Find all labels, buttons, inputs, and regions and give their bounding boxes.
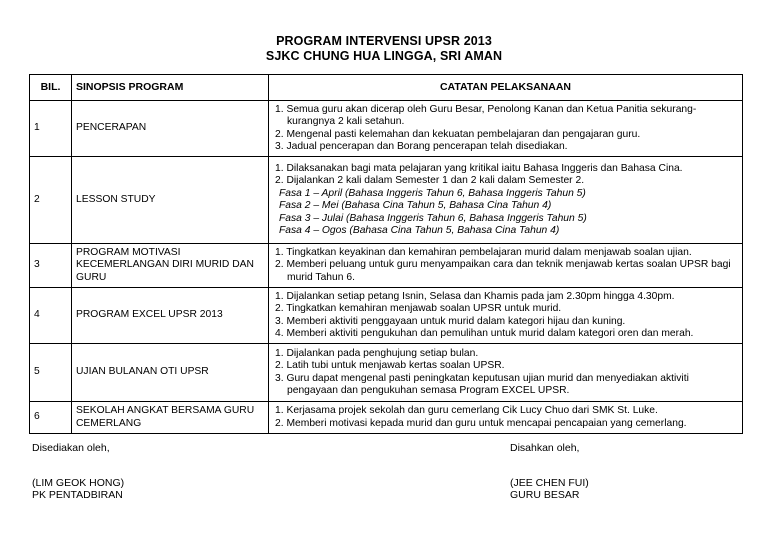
- phase-line: Fasa 2 – Mei (Bahasa Cina Tahun 5, Bahasa Cina Tahun 4): [279, 200, 552, 211]
- row-notes: [269, 402, 743, 434]
- prepared-by-name: (LIM GEOK HONG): [32, 476, 125, 489]
- row-number: 4: [30, 288, 72, 344]
- prepared-by-label: Disediakan oleh,: [32, 442, 110, 454]
- table-header-row: [30, 75, 743, 101]
- approved-by-block: [510, 442, 589, 502]
- row-notes: [269, 288, 743, 344]
- row-notes: [269, 101, 743, 157]
- row-program: LESSON STUDY: [72, 157, 269, 244]
- row-program: SEKOLAH ANGKAT BERSAMA GURU CEMERLANG: [72, 402, 269, 434]
- table-row: [30, 344, 743, 402]
- note-item: 1. Tingkatkan keyakinan dan kemahiran pembelajaran murid dalam menjawab soalan ujian.: [275, 246, 692, 258]
- row-number: 2: [30, 157, 72, 244]
- prepared-by-position: PK PENTADBIRAN: [32, 489, 123, 501]
- row-notes: [269, 244, 743, 288]
- note-item: 2. Memberi motivasi kepada murid dan guru untuk mencapai pencapaian yang cemerlang.: [275, 417, 687, 429]
- row-number: 1: [30, 101, 72, 157]
- row-program: PROGRAM EXCEL UPSR 2013: [72, 288, 269, 344]
- note-item: 2. Tingkatkan kemahiran menjawab soalan UPSR untuk murid.: [275, 303, 562, 314]
- note-item: 1. Kerjasama projek sekolah dan guru cemerlang Cik Lucy Chuo dari SMK St. Luke.: [275, 405, 658, 416]
- row-number: 6: [30, 402, 72, 434]
- header-sinopsis: SINOPSIS PROGRAM: [72, 75, 269, 101]
- row-notes: [269, 157, 743, 244]
- note-item: 3. Guru dapat mengenal pasti peningkatan keputusan ujian murid dan menyediakan aktiviti pengayaan dan pengukuhan semasa Program EXCEL UPSR.: [275, 372, 689, 396]
- note-item: 2. Latih tubi untuk menjawab kertas soalan UPSR.: [275, 360, 505, 371]
- row-program: PENCERAPAN: [72, 101, 269, 157]
- approved-by-name: (JEE CHEN FUI): [510, 476, 589, 489]
- note-item: 1. Dijalankan pada penghujung setiap bulan.: [275, 347, 479, 359]
- table-row: [30, 157, 743, 244]
- table-row: [30, 244, 743, 288]
- phase-line: Fasa 3 – Julai (Bahasa Inggeris Tahun 6, Bahasa Inggeris Tahun 5): [279, 212, 587, 224]
- phase-line: Fasa 1 – April (Bahasa Inggeris Tahun 6, Bahasa Inggeris Tahun 5): [279, 187, 586, 199]
- prepared-by-block: [32, 442, 124, 502]
- header-bil: BIL.: [30, 75, 72, 101]
- note-item: 2. Mengenal pasti kelemahan dan kekuatan pembelajaran dan pengajaran guru.: [275, 128, 641, 140]
- row-number: 3: [30, 244, 72, 288]
- approved-by-label: Disahkan oleh,: [510, 442, 580, 454]
- table-row: [30, 288, 743, 344]
- note-item: 2. Memberi peluang untuk guru menyampaikan cara dan teknik menjawab kertas soalan UPSR bagi murid Tahun 6.: [275, 259, 731, 283]
- school-name: SJKC CHUNG HUA LINGGA, SRI AMAN: [265, 49, 503, 63]
- row-program: UJIAN BULANAN OTI UPSR: [72, 344, 269, 402]
- document-title: PROGRAM INTERVENSI UPSR 2013: [276, 34, 492, 48]
- phase-line: Fasa 4 – Ogos (Bahasa Cina Tahun 5, Bahasa Cina Tahun 4): [279, 225, 560, 236]
- note-item: 1. Semua guru akan dicerap oleh Guru Besar, Penolong Kanan dan Ketua Panitia sekurang-kurangnya 2 kali setahun.: [275, 103, 697, 127]
- note-item: 1. Dilaksanakan bagi mata pelajaran yang kritikal iaitu Bahasa Inggeris dan Bahasa Cina.: [275, 162, 683, 174]
- note-item: 2. Dijalankan 2 kali dalam Semester 1 dan 2 kali dalam Semester 2.: [275, 175, 585, 186]
- note-item: 4. Memberi aktiviti pengukuhan dan pemulihan untuk murid dalam kategori oren dan merah.: [275, 328, 694, 339]
- note-item: 3. Jadual pencerapan dan Borang pencerapan telah disediakan.: [275, 141, 568, 152]
- row-program: PROGRAM MOTIVASI KECEMERLANGAN DIRI MURID DAN GURU: [72, 244, 269, 288]
- approved-by-position: GURU BESAR: [510, 489, 580, 501]
- row-number: 5: [30, 344, 72, 402]
- note-item: 1. Dijalankan setiap petang Isnin, Selasa dan Khamis pada jam 2.30pm hingga 4.30pm.: [275, 290, 675, 302]
- program-table: [29, 74, 743, 434]
- header-catatan: CATATAN PELAKSANAAN: [269, 75, 743, 101]
- row-notes: [269, 344, 743, 402]
- note-item: 3. Memberi aktiviti penggayaan untuk murid dalam kategori hijau dan kuning.: [275, 315, 626, 327]
- table-row: [30, 402, 743, 434]
- table-row: [30, 101, 743, 157]
